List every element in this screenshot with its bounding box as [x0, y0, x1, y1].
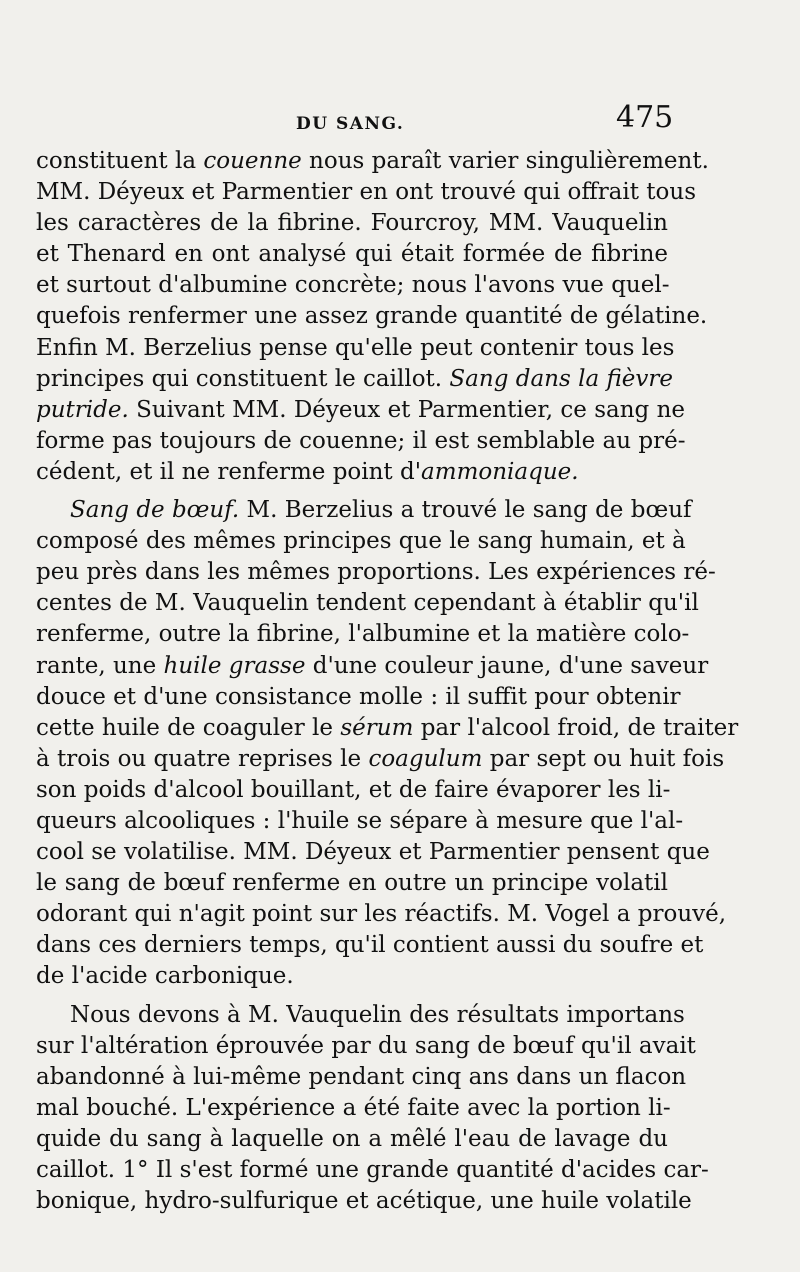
text-line: [36, 930, 704, 961]
italic-run: huile grasse: [163, 652, 306, 679]
text-run: et surtout d'albumine concrète; nous l'avons vue quel-: [36, 272, 670, 299]
italic-run: sérum: [340, 714, 414, 741]
text-run: à trois ou quatre reprises le: [36, 745, 369, 772]
text-line: [36, 868, 668, 899]
text-line: [36, 588, 699, 619]
text-line: [36, 713, 739, 744]
text-line: [36, 146, 709, 177]
text-line: [36, 1124, 668, 1155]
text-line: [36, 208, 668, 239]
text-run: quide du sang à laquelle on a mêlé l'eau de lavage du: [36, 1125, 668, 1152]
text-line: [36, 177, 697, 208]
text-run: composé des mêmes principes que le sang humain, et à: [36, 528, 686, 555]
text-line: [36, 899, 727, 930]
text-run: Suivant MM. Déyeux et Parmentier, ce sang ne: [128, 396, 686, 423]
text-line: [36, 239, 668, 270]
italic-run: Sang de bœuf.: [70, 497, 240, 524]
text-run: cool se volatilise. MM. Déyeux et Parmentier pensent que: [36, 839, 710, 866]
text-run: douce et d'une consistance molle : il suffit pour obtenir: [36, 683, 681, 710]
text-line: [36, 301, 708, 332]
text-run: quefois renfermer une assez grande quantité de gélatine.: [36, 303, 708, 330]
text-run: mal bouché. L'expérience a été faite avec la portion li-: [36, 1094, 671, 1121]
text-run: peu près dans les mêmes proportions. Les expériences ré-: [36, 559, 716, 586]
text-line: [36, 961, 668, 992]
body-text: [36, 146, 739, 1217]
text-line: [36, 744, 725, 775]
text-run: et Thenard en ont analysé qui était formée de fibrine: [36, 241, 668, 268]
text-run: MM. Déyeux et Parmentier en ont trouvé qui offrait tous: [36, 179, 697, 206]
page-header: [0, 100, 800, 148]
text-line: [36, 1186, 692, 1217]
text-line: [36, 526, 686, 557]
text-line: [36, 426, 686, 457]
paragraph: [36, 1000, 709, 1218]
text-run: dans ces derniers temps, qu'il contient aussi du soufre et: [36, 932, 704, 959]
text-run: de l'acide carbonique.: [36, 963, 294, 990]
text-line: [36, 682, 681, 713]
text-line: [36, 1031, 696, 1062]
text-run: Enfin M. Berzelius pense qu'elle peut contenir tous les: [36, 334, 675, 361]
text-line: [36, 1093, 671, 1124]
paragraph: [36, 495, 739, 993]
paragraph-gap: [36, 993, 668, 1000]
text-run: M. Berzelius a trouvé le sang de bœuf: [239, 497, 692, 524]
text-line: [36, 619, 690, 650]
text-run: par sept ou huit fois: [482, 745, 725, 772]
text-line: [36, 333, 675, 364]
text-line: [36, 495, 692, 526]
text-line: [36, 557, 716, 588]
text-line: [36, 1062, 687, 1093]
text-run: forme pas toujours de couenne; il est semblable au pré-: [36, 427, 686, 454]
text-line: [36, 806, 684, 837]
running-head: DU SANG.: [296, 114, 405, 134]
text-run: queurs alcooliques : l'huile se sépare à mesure que l'al-: [36, 807, 684, 834]
text-run: cédent, et il ne renferme point d': [36, 458, 422, 485]
text-run: rante, une: [36, 652, 164, 679]
text-run: constituent la: [36, 148, 204, 174]
text-run: nous paraît varier singulièrement.: [301, 148, 709, 174]
italic-run: couenne: [203, 148, 302, 174]
text-run: odorant qui n'agit point sur les réactifs. M. Vogel a prouvé,: [36, 901, 727, 928]
text-line: [36, 651, 709, 682]
text-run: Nous devons à M. Vauquelin des résultats importans: [70, 1001, 685, 1028]
paragraph-gap: [36, 488, 668, 495]
text-line: [36, 1155, 709, 1186]
text-run: le sang de bœuf renferme en outre un principe volatil: [36, 870, 668, 897]
text-run: centes de M. Vauquelin tendent cependant à établir qu'il: [36, 590, 699, 617]
text-run: renferme, outre la fibrine, l'albumine et la matière colo-: [36, 621, 690, 648]
text-line: [36, 775, 671, 806]
text-run: d'une couleur jaune, d'une saveur: [305, 652, 709, 679]
text-run: bonique, hydro-sulfurique et acétique, une huile volatile: [36, 1188, 692, 1215]
text-line: [36, 395, 686, 426]
text-run: principes qui constituent le caillot.: [36, 365, 450, 392]
text-run: sur l'altération éprouvée par du sang de bœuf qu'il avait: [36, 1032, 696, 1059]
text-line: [36, 837, 710, 868]
text-run: les caractères de la fibrine. Fourcroy, MM. Vauquelin: [36, 210, 668, 237]
text-line: [36, 457, 668, 488]
paragraph: [36, 146, 709, 488]
text-run: caillot. 1° Il s'est formé une grande quantité d'acides car-: [36, 1157, 709, 1183]
text-line: [36, 364, 674, 395]
text-run: son poids d'alcool bouillant, et de faire évaporer les li-: [36, 776, 671, 803]
text-line: [36, 1000, 685, 1031]
page-number: 475: [616, 100, 674, 135]
text-line: [36, 270, 668, 301]
italic-run: putride.: [36, 396, 129, 423]
italic-run: coagulum: [368, 745, 483, 772]
italic-run: Sang dans la fièvre: [449, 365, 674, 392]
text-run: cette huile de coaguler le: [36, 714, 341, 741]
text-run: par l'alcool froid, de traiter: [413, 714, 739, 741]
italic-run: ammoniaque.: [421, 458, 579, 485]
text-run: abandonné à lui-même pendant cinq ans dans un flacon: [36, 1063, 687, 1090]
